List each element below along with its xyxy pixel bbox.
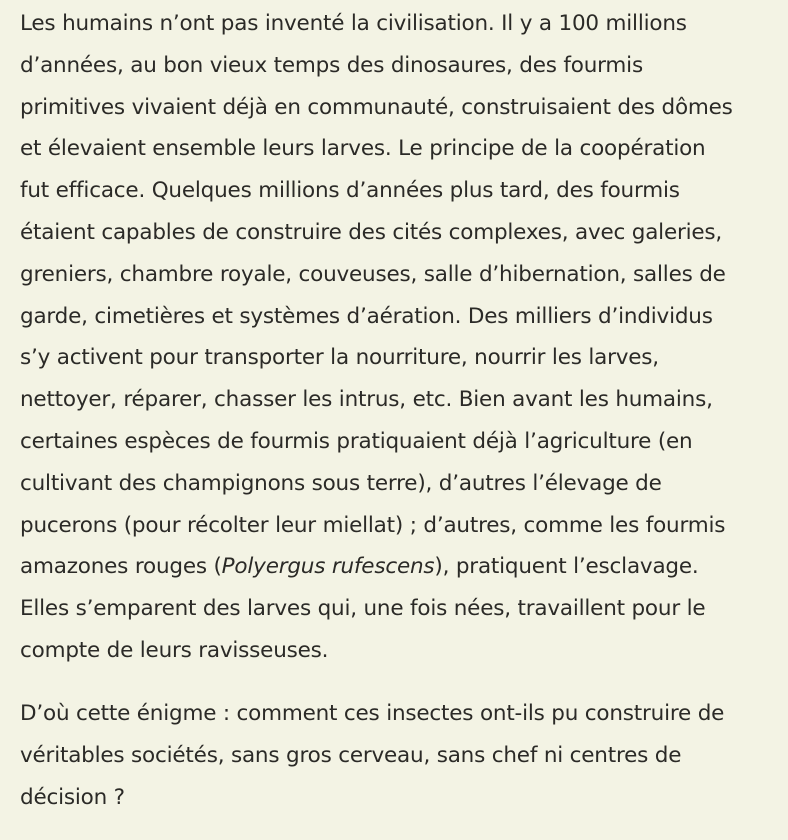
text-line: décision ? (20, 784, 125, 810)
species-name-italic: Polyergus rufescens (221, 554, 435, 580)
text-line: garde, cimetières et systèmes d’aération. Des milliers d’individus (20, 303, 713, 329)
text-line: véritables sociétés, sans gros cerveau, sans chef ni centres de (20, 743, 682, 769)
text-after-species: ), pratiquent l’esclavage. (434, 554, 699, 580)
text-line: D’où cette énigme : comment ces insectes ont-ils pu construire de (20, 701, 725, 727)
text-line: compte de leurs ravisseuses. (20, 637, 329, 663)
text-line: greniers, chambre royale, couveuses, salle d’hibernation, salles de (20, 261, 726, 287)
text-line: cultivant des champignons sous terre), d’autres l’élevage de (20, 470, 662, 496)
text-line: d’années, au bon vieux temps des dinosaures, des fourmis (20, 52, 643, 78)
text-line: nettoyer, réparer, chasser les intrus, etc. Bien avant les humains, (20, 387, 713, 413)
text-before-species: amazones rouges ( (20, 554, 222, 580)
text-line: pucerons (pour récolter leur miellat) ; d’autres, comme les fourmis (20, 512, 726, 538)
text-line-species (20, 546, 770, 588)
text-line: étaient capables de construire des cités complexes, avec galeries, (20, 219, 723, 245)
text-line: primitives vivaient déjà en communauté, construisaient des dômes (20, 94, 733, 120)
text-line: certaines espèces de fourmis pratiquaient déjà l’agriculture (en (20, 428, 693, 454)
text-line: Elles s’emparent des larves qui, une fois nées, travaillent pour le (20, 596, 706, 622)
article-body (20, 3, 770, 840)
text-line: Les humains n’ont pas inventé la civilisation. Il y a 100 millions (20, 11, 687, 36)
text-line: s’y activent pour transporter la nourriture, nourrir les larves, (20, 345, 659, 371)
text-line: et élevaient ensemble leurs larves. Le principe de la coopération (20, 136, 706, 162)
text-line: fut efficace. Quelques millions d’années plus tard, des fourmis (20, 178, 680, 204)
